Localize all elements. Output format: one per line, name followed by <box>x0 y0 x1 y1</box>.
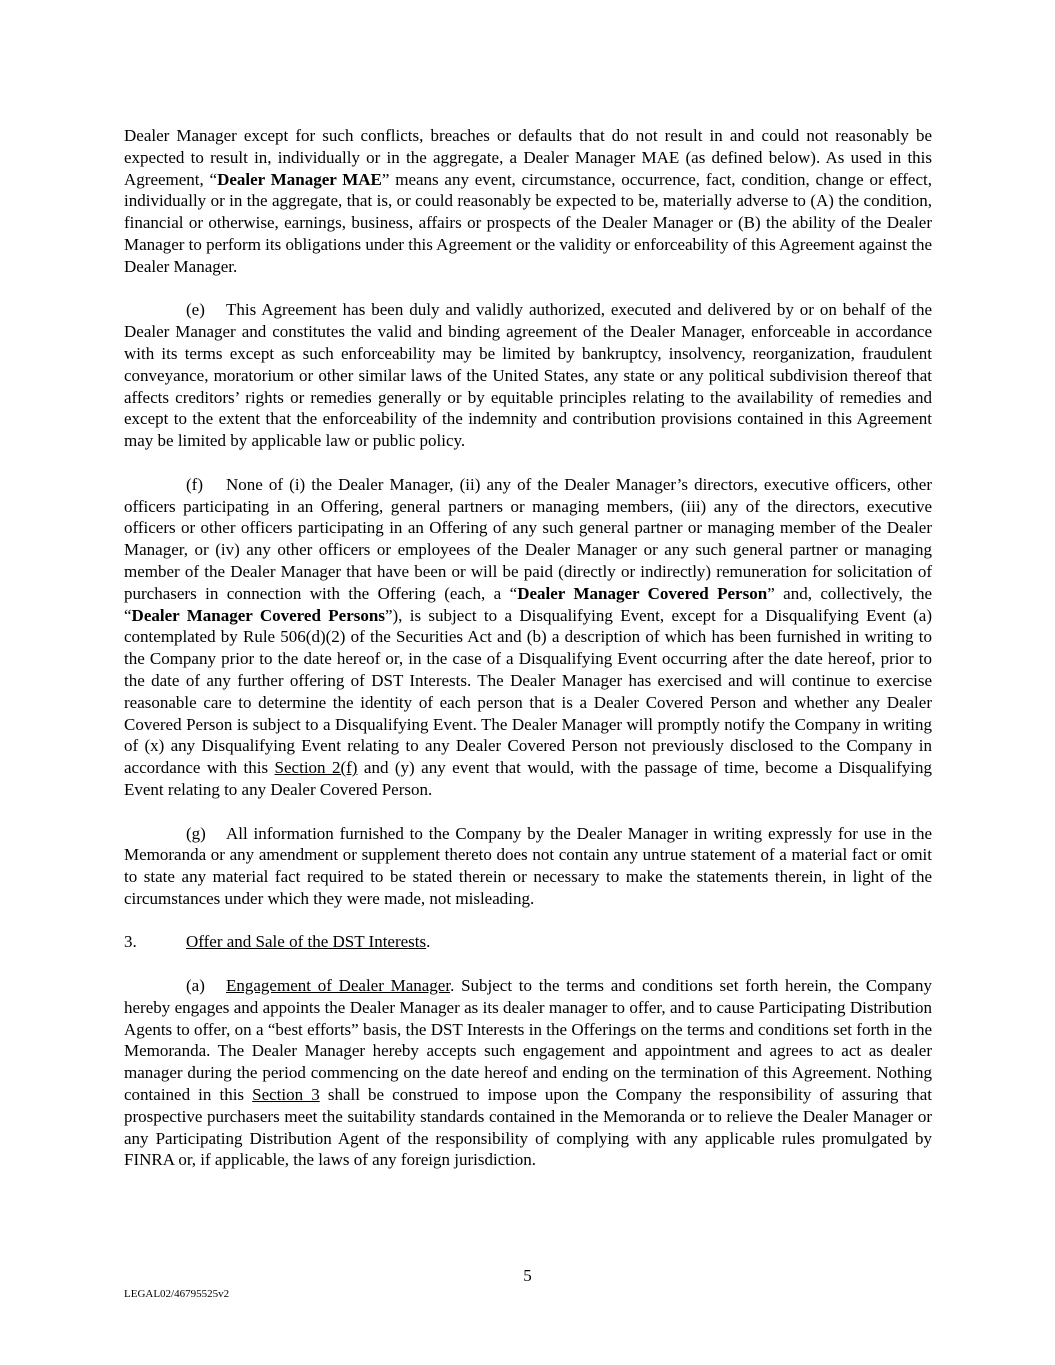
paragraph-3a <box>124 975 932 1171</box>
text: This Agreement has been duly and validly authorized, executed and delivered by or on behalf of the Dealer Manager and constitutes the valid and binding agreement of the Dealer Manager, enforceable in accordance with its terms except as such enforceability may be limited by bankruptcy, insolvency, reorganization, fraudulent conveyance, moratorium or other similar laws of the United States, any state or any political subdivision thereof that affects creditors’ rights or remedies generally or by equitable principles relating to the availability of remedies and except to the extent that the enforceability of the indemnity and contribution provisions contained in this Agreement may be limited by applicable law or public policy. <box>124 300 932 451</box>
text: ” and, collectively, the “ <box>124 583 932 625</box>
paragraph-g <box>124 823 932 910</box>
section-title: Offer and Sale of the DST Interests <box>186 932 427 952</box>
section-reference: Section 2(f) <box>274 758 358 778</box>
document-id-footer: LEGAL02/46795525v2 <box>124 1288 230 1300</box>
paragraph-f <box>124 474 932 801</box>
text: . <box>426 932 431 952</box>
section-reference: Section 3 <box>252 1085 320 1105</box>
clause-label: (g) <box>186 823 206 843</box>
document-page <box>124 125 932 1193</box>
clause-label: (a) <box>186 976 205 996</box>
defined-term: Dealer Manager MAE <box>217 169 382 189</box>
defined-term: Dealer Manager Covered Persons <box>131 605 385 625</box>
text: and (y) any event that would, with the passage of time, become a Disqualifying Event relating to any Dealer Covered Person. <box>124 758 932 799</box>
paragraph-e <box>124 299 932 452</box>
text: ” means any event, circumstance, occurrence, fact, condition, change or effect, individually or in the aggregate, that is, or could reasonably be expected to be, materially adverse to (A) the condition, financial or otherwise, earnings, business, affairs or prospects of the Dealer Manager or (B) the ability of the Dealer Manager to perform its obligations under this Agreement or the validity or enforceability of this Agreement against the Dealer Manager. <box>124 169 932 276</box>
defined-term: Dealer Manager Covered Person <box>517 583 768 603</box>
paragraph-continuation <box>124 125 932 278</box>
clause-heading: Engagement of Dealer Manager <box>226 976 451 996</box>
text: None of (i) the Dealer Manager, (ii) any of the Dealer Manager’s directors, executive officers, other officers participating in an Offering, general partners or managing members, (iii) any of the directors, executive officers or other officers participating in an Offering of any such general partner or managing member of the Dealer Manager, or (iv) any other officers or employees of the Dealer Manager or any such general partner or managing member of the Dealer Manager that have been or will be paid (directly or indirectly) remuneration for solicitation of purchasers in connection with the Offering (each, a “ <box>124 474 932 603</box>
text: shall be construed to impose upon the Company the responsibility of assuring that prospective purchasers meet the suitability standards contained in the Memoranda or to relieve the Dealer Manager or any Participating Distribution Agent of the responsibility of complying with any applicable rules promulgated by FINRA or, if applicable, the laws of any foreign jurisdiction. <box>124 1085 932 1170</box>
text: ”), is subject to a Disqualifying Event, except for a Disqualifying Event (a) contemplated by Rule 506(d)(2) of the Securities Act and (b) a description of which has been furnished in writing to the Company prior to the date hereof or, in the case of a Disqualifying Event occurring after the date hereof, prior to the date of any further offering of DST Interests. The Dealer Manager has exercised and will continue to exercise reasonable care to determine the identity of each person that is a Dealer Covered Person and whether any Dealer Covered Person is subject to a Disqualifying Event. The Dealer Manager will promptly notify the Company in writing of (x) any Disqualifying Event relating to any Dealer Covered Person not previously disclosed to the Company in accordance with this <box>124 605 932 778</box>
section-number: 3. <box>124 932 137 952</box>
clause-label: (e) <box>186 300 205 320</box>
section-3-heading <box>124 931 932 953</box>
text: . Subject to the terms and conditions set forth herein, the Company hereby engages and appoints the Dealer Manager as its dealer manager to offer, and to cause Participating Distribution Agents to offer, on a “best efforts” basis, the DST Interests in the Offerings on the terms and conditions set forth in the Memoranda. The Dealer Manager hereby accepts such engagement and appointment and agrees to act as dealer manager during the period commencing on the date hereof and ending on the termination of this Agreement. Nothing contained in this <box>124 976 932 1105</box>
text: Dealer Manager except for such conflicts, breaches or defaults that do not result in and could not reasonably be expected to result in, individually or in the aggregate, a Dealer Manager MAE (as defined below). As used in this Agreement, “ <box>124 126 932 189</box>
text: All information furnished to the Company by the Dealer Manager in writing expressly for use in the Memoranda or any amendment or supplement thereto does not contain any untrue statement of a material fact or omit to state any material fact required to be stated therein or necessary to make the statements therein, in light of the circumstances under which they were made, not misleading. <box>124 823 932 908</box>
clause-label: (f) <box>186 474 203 494</box>
page-number: 5 <box>523 1266 532 1285</box>
